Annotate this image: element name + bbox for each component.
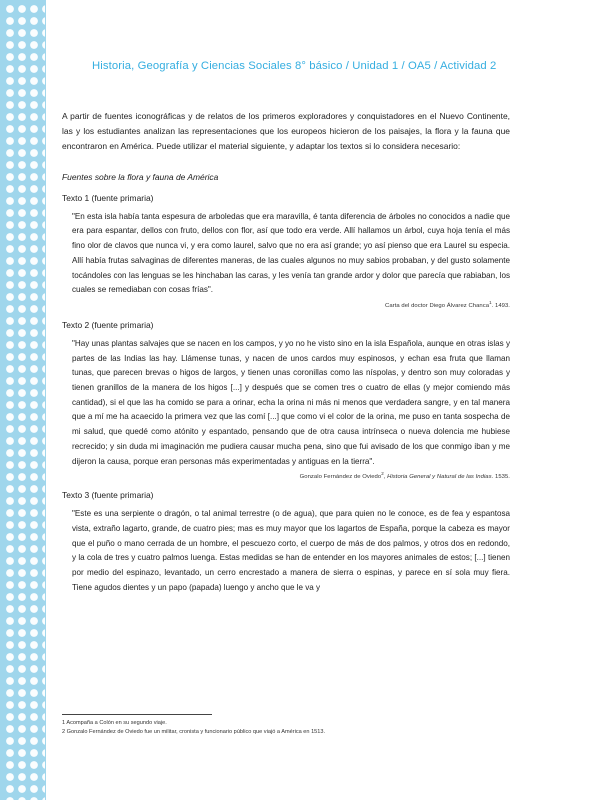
page-header xyxy=(92,60,572,72)
text-2-source: Gonzalo Fernández de Oviedo$^2$, Historia General y Natural de las Indias. 1535. xyxy=(299,471,510,481)
intro-paragraph: A partir de fuentes iconográficas y de relatos de los primeros exploradores y conquistadores en el Nuevo Continente, las y los estudiantes analizan las representaciones que los europeos hicieron de los paisajes, la flora y la fauna que encontraron en América. Puede utilizar el material siguiente, y adaptar los textos si lo considera necesario: xyxy=(62,111,510,151)
text-1-label: Texto 1 (fuente primaria) xyxy=(62,192,154,203)
text-2-source-year: . 1535. xyxy=(491,474,510,481)
text-2-source-author: Gonzalo Fernández de Oviedo xyxy=(299,474,382,481)
decorative-dotted-sidebar xyxy=(0,0,46,800)
text-2-quote: "Hay unas plantas salvajes que se nacen en los campos, y yo no he visto sino en la isla Española, aunque en otras islas y partes de las Indias las hay. Llámense tunas, y nacen de unos cardos muy espinosos, y echan esa fruta que llaman tunas, que parecen brevas o higos de largos, y tienen unas coronillas como las níspolas, y dentro son muy coloradas y tienen granillos de la manera de los higos [...] y después que se comen tres o cuatro de ellas (y mejor comiendo más cantidad), si el que las ha comido se para a orinar, echa la orina ni más ni menos que verdadera sangre, y en tal manera que a mí me ha acaecido la primera vez que las comí [...] que como vi el color de la orina, me puso en tanta sospecha de mi salud, que quedé como atónito y espantado, pensando que de otra causa intrínseca o nueva dolencia me hubiese recrecido; y sin duda mi imaginación me pudiera causar mucha pena, sino que fui avisado de los que conmigo iban y me dijeron la causa, porque eran personas más experimentadas y antiguas en la tierra". xyxy=(72,338,510,466)
footnote-divider xyxy=(62,714,212,715)
section-subtitle: Fuentes sobre la flora y fauna de América xyxy=(62,171,219,182)
document-body xyxy=(62,109,510,595)
dot-pattern xyxy=(5,4,45,800)
text-1-source-author: Carta del doctor Diego Álvarez Chanca xyxy=(385,302,490,309)
text-2-label: Texto 2 (fuente primaria) xyxy=(62,319,154,330)
header-title: Historia, Geografía y Ciencias Sociales 8° básico / Unidad 1 / OA5 / Actividad 2 xyxy=(92,60,497,72)
text-1-quote: "En esta isla había tanta espesura de arboledas que era maravilla, é tanta diferencia de árboles no conocidos a nadie que era para espantar, dellos con fruto, dellos con flor, así que todo era verde. Allí hallamos un árbol, cuya hoja tenía el más fino olor de clavos que nunca vi, y era como laurel, salvo que no era así grande; yo así pienso que era Laurel su especia. Allí había frutas salvaginas de diferentes maneras, de las cuales algunos no muy sabios probaban, y del gusto solamente tocándoles con las lenguas se les hinchaban las caras, y les venía tan grande ardor y dolor que parecía que rabiaban, los cuales se remediaban con cosas frías". xyxy=(72,211,510,295)
footnote-ref-2: 2 xyxy=(381,471,384,477)
footnote-2: 2 Gonzalo Fernández de Oviedo fue un militar, cronista y funcionario público que viajó a América en 1513. xyxy=(62,728,326,735)
footnote-1: 1 Acompaña a Colón en su segundo viaje. xyxy=(62,720,167,726)
text-2-source-work: Historia General y Natural de las Indias xyxy=(387,474,492,481)
footnotes xyxy=(62,714,510,736)
footnote-ref-1: 1 xyxy=(489,299,492,305)
text-1-source xyxy=(62,300,510,309)
text-3-quote: "Este es una serpiente o dragón, o tal animal terrestre (o de agua), que para quien no le conoce, es de fea y espantosa vista, extraño lagarto, grande, de cuatro pies; mas es muy mayor que los lagartos de España, porque la cabeza es mayor que el puño o mano cerrada de un hombre, el pescuezo corto, el cuerpo de más de dos palmos, y otros dos en redondo, y la cola de tres y cuatro palmos luenga. Estas medidas se han de entender en los mayores animales de estos; [...] tienen por medio del espinazo, levantado, un cerro encrestado a manera de sierra o espinas, y parece en sí sola muy fiera. Tiene agudos dientes y un papo (papada) luengo y ancho que le va y xyxy=(72,509,510,592)
text-1-source-year: . 1493. xyxy=(491,302,510,309)
text-3-label: Texto 3 (fuente primaria) xyxy=(62,490,154,501)
